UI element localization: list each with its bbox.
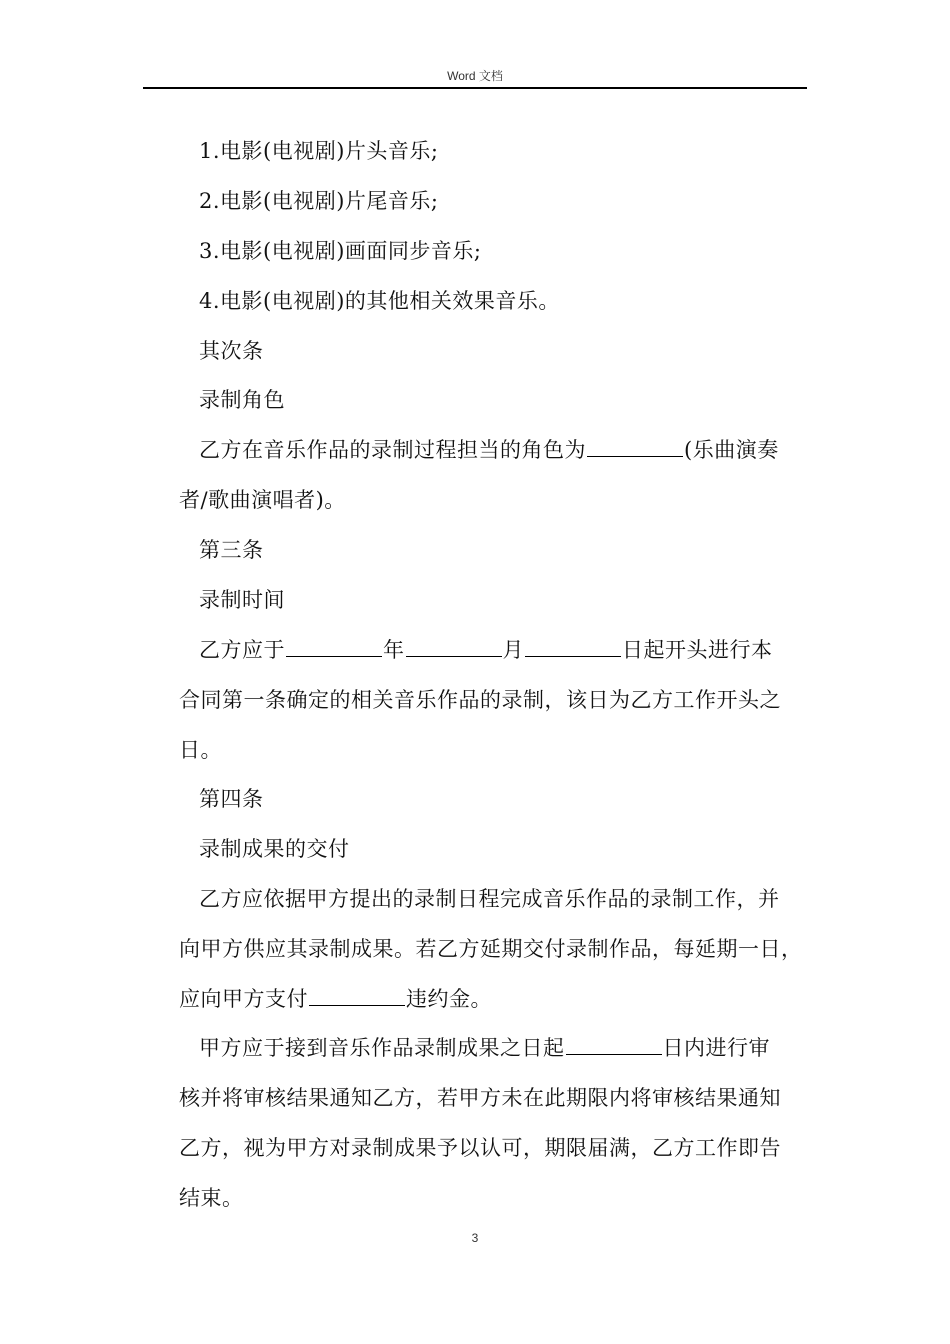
paragraph-text: 乙方在音乐作品的录制过程担当的角色为	[199, 438, 586, 462]
paragraph-review-line-1	[199, 1034, 770, 1062]
fill-in-blank	[587, 436, 683, 457]
paragraph-review-line-2: 核并将审核结果通知乙方，若甲方未在此期限内将审核结果通知	[179, 1086, 781, 1110]
fill-in-blank-day	[525, 636, 621, 657]
paragraph-review-line-3: 乙方，视为甲方对录制成果予以认可，期限届满，乙方工作即告	[179, 1136, 781, 1160]
page-number: 3	[471, 1231, 479, 1245]
article-heading-fourth: 第四条	[199, 787, 264, 811]
paragraph-text: 应向甲方支付	[179, 987, 308, 1011]
paragraph-text: (乐曲演奏	[684, 438, 779, 462]
article-title-recording-role: 录制角色	[199, 388, 285, 412]
fill-in-blank-month	[406, 636, 502, 657]
list-item-effect-music: 4.电影(电视剧)的其他相关效果音乐。	[199, 289, 560, 313]
paragraph-review-line-4: 结束。	[179, 1186, 244, 1210]
paragraph-text: 月	[502, 638, 524, 662]
article-title-delivery: 录制成果的交付	[199, 837, 350, 861]
paragraph-role-line-1	[199, 436, 779, 464]
fill-in-blank-year	[286, 636, 382, 657]
list-item-opening-music: 1.电影(电视剧)片头音乐;	[199, 139, 439, 163]
fill-in-blank-penalty	[309, 985, 405, 1006]
paragraph-role-line-2: 者/歌曲演唱者)。	[179, 488, 346, 512]
paragraph-text: 违约金。	[406, 987, 492, 1011]
paragraph-text: 年	[383, 638, 405, 662]
paragraph-time-line-2: 合同第一条确定的相关音乐作品的录制，该日为乙方工作开头之	[179, 688, 781, 712]
article-heading-second: 其次条	[199, 339, 264, 363]
list-item-ending-music: 2.电影(电视剧)片尾音乐;	[199, 189, 439, 213]
paragraph-delivery-line-1: 乙方应依据甲方提出的录制日程完成音乐作品的录制工作，并	[199, 887, 780, 911]
article-title-recording-time: 录制时间	[199, 588, 285, 612]
paragraph-time-line-1	[199, 636, 773, 664]
article-heading-third: 第三条	[199, 538, 264, 562]
list-item-sync-music: 3.电影(电视剧)画面同步音乐;	[199, 239, 482, 263]
paragraph-time-line-3: 日。	[179, 738, 222, 762]
paragraph-delivery-line-2: 向甲方供应其录制成果。若乙方延期交付录制作品，每延期一日，	[179, 937, 803, 961]
header-title: Word 文档	[447, 69, 503, 83]
fill-in-blank-days	[566, 1034, 662, 1055]
paragraph-text: 甲方应于接到音乐作品录制成果之日起	[199, 1036, 565, 1060]
paragraph-delivery-line-3	[179, 985, 492, 1013]
paragraph-text: 日起开头进行本	[622, 638, 773, 662]
paragraph-text: 日内进行审	[662, 1036, 770, 1060]
paragraph-text: 乙方应于	[199, 638, 285, 662]
header-divider	[143, 87, 807, 89]
